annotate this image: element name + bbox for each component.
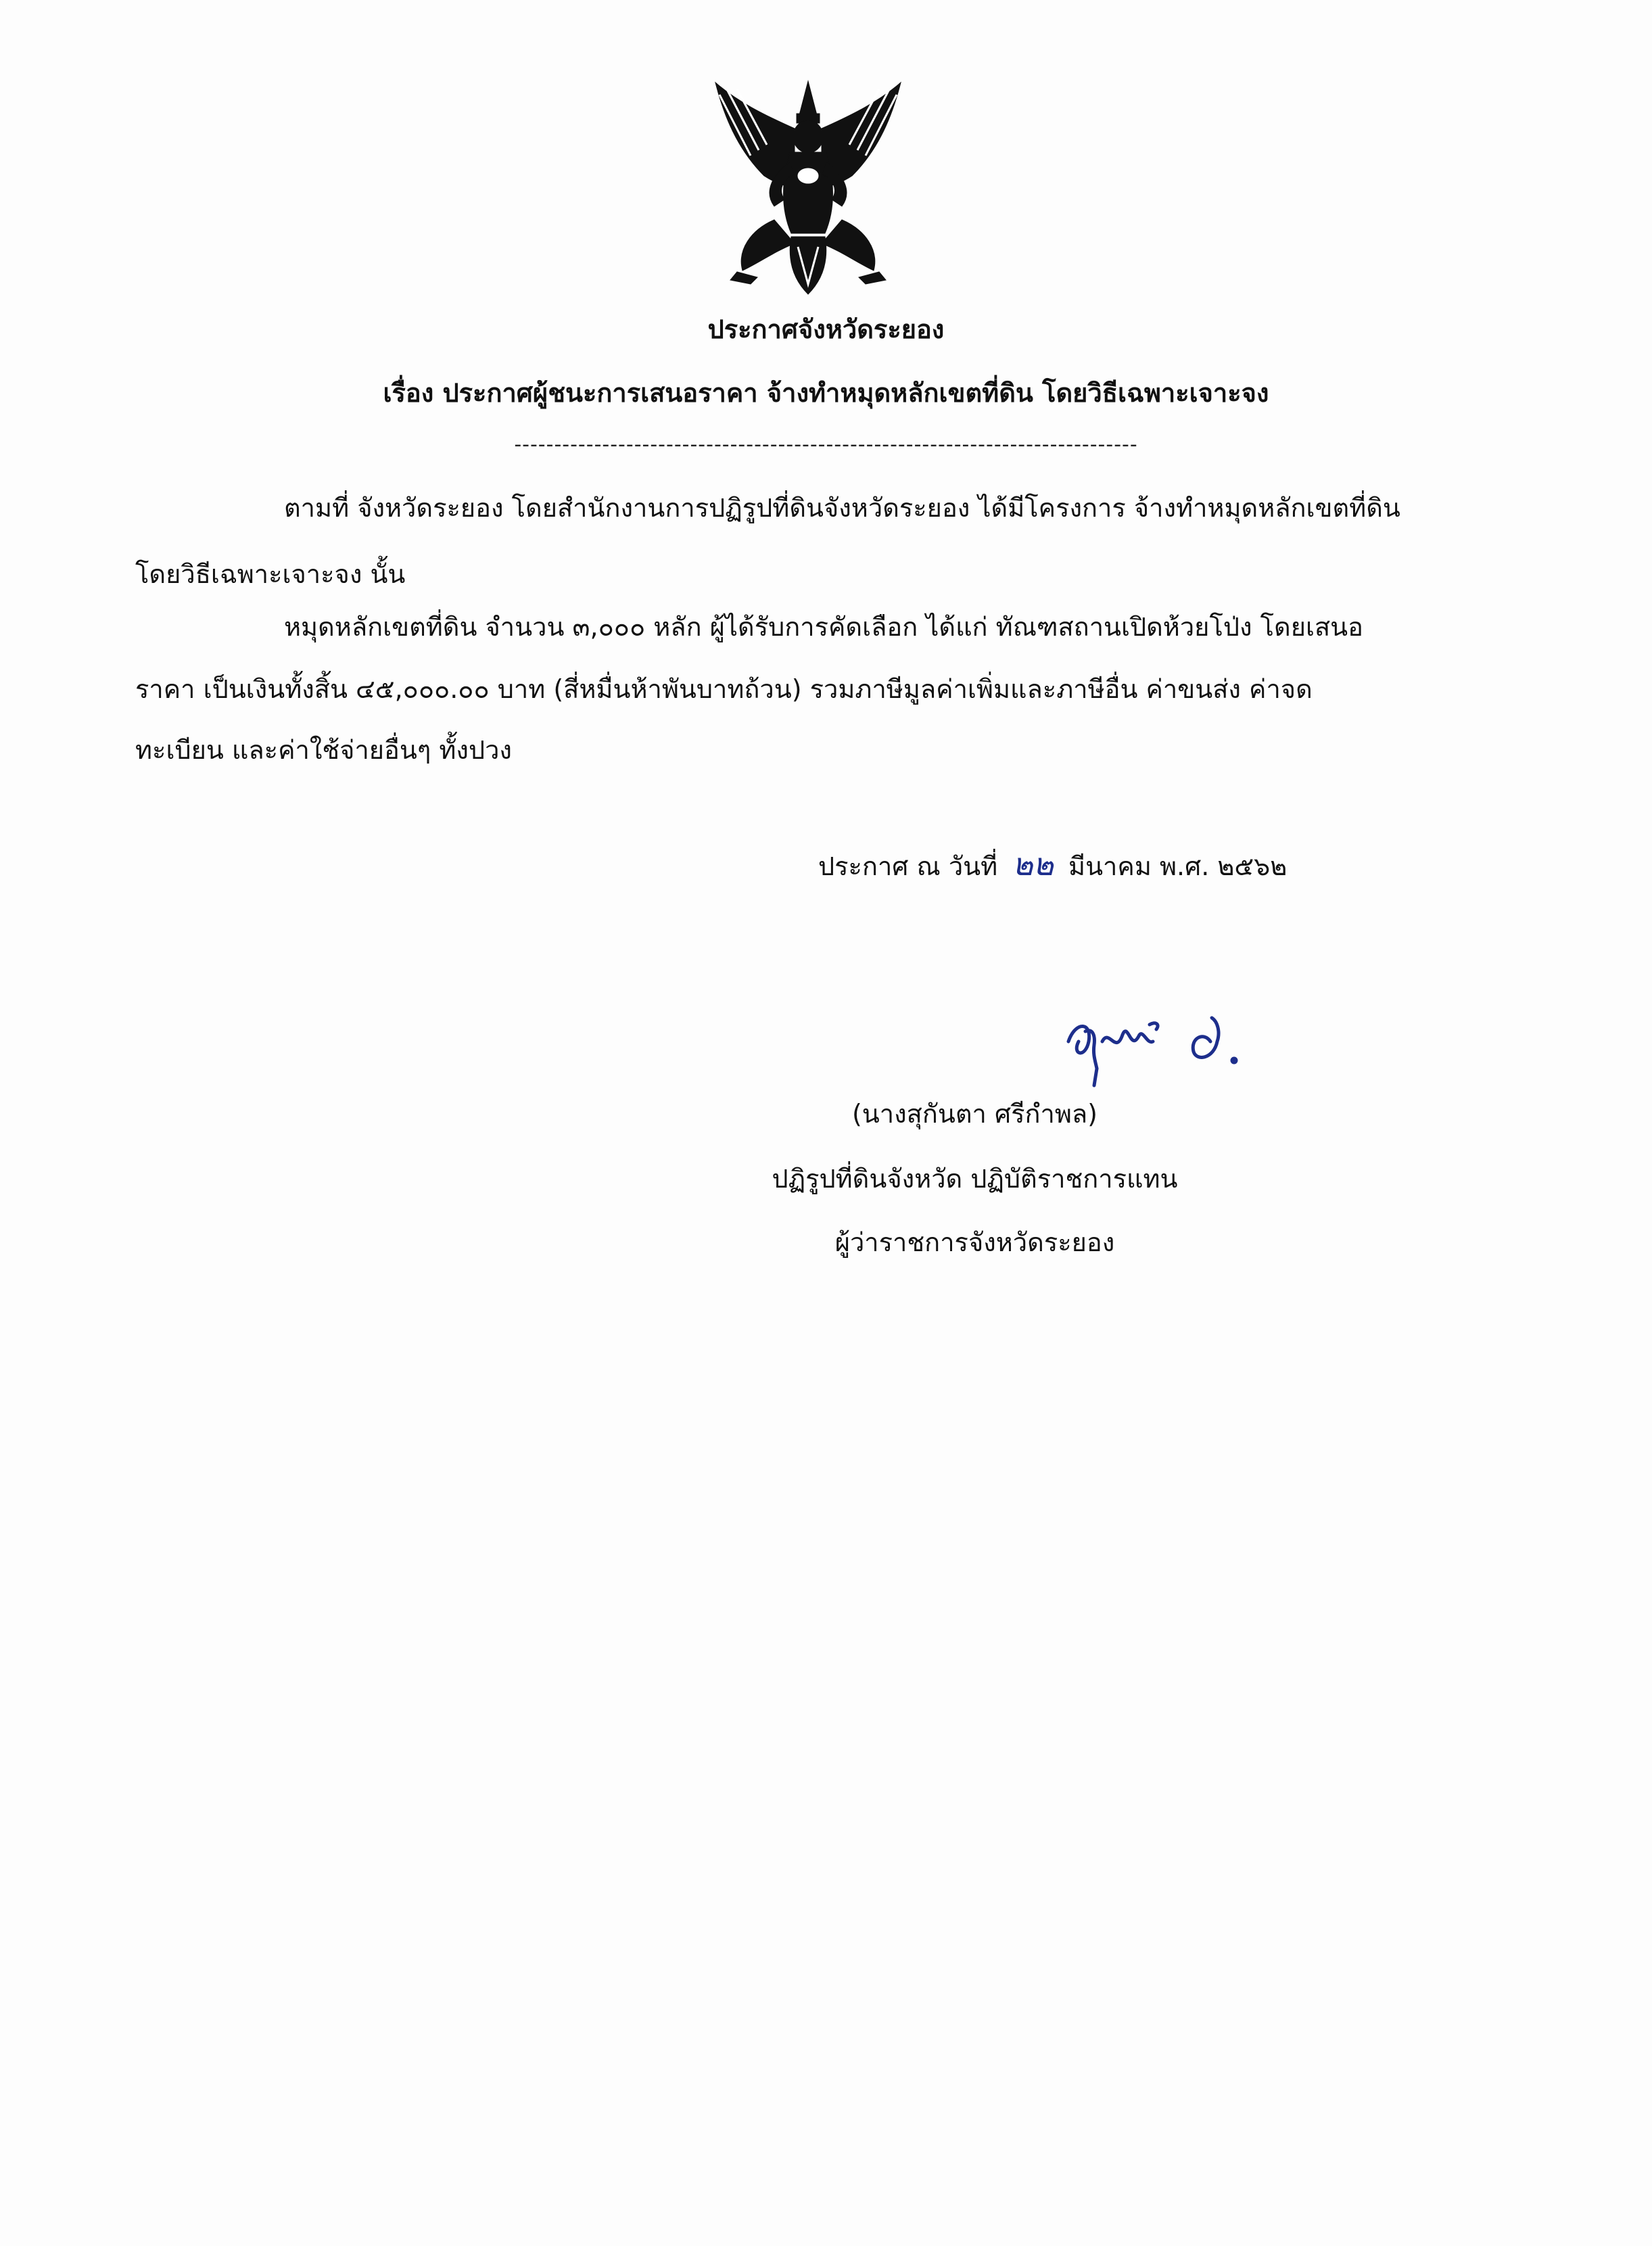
handwritten-signature <box>1055 994 1278 1089</box>
document-title: ประกาศจังหวัดระยอง <box>707 314 945 344</box>
paragraph2-line2: ราคา เป็นเงินทั้งสิ้น ๔๕,๐๐๐.๐๐ บาท (สี่หมื่นห้าพันบาทถ้วน) รวมภาษีมูลค่าเพิ่มและภาษีอื่น ค่าขนส่ง ค่าจด <box>135 674 1313 704</box>
date-day-handwritten: ๒๒ <box>1012 846 1054 883</box>
paragraph2-line3: ทะเบียน และค่าใช้จ่ายอื่นๆ ทั้งปวง <box>135 735 512 765</box>
signatory-name: (นางสุกันตา ศรีกำพล) <box>851 1099 1098 1129</box>
date-prefix: ประกาศ ณ วันที่ <box>818 851 998 881</box>
date-month-year: มีนาคม พ.ศ. ๒๕๖๒ <box>1068 851 1288 881</box>
document-subject: เรื่อง ประกาศผู้ชนะการเสนอราคา จ้างทำหมุดหลักเขตที่ดิน โดยวิธีเฉพาะเจาะจง <box>383 378 1269 408</box>
signatory-governor: ผู้ว่าราชการจังหวัดระยอง <box>834 1227 1115 1257</box>
signatory-position: ปฏิรูปที่ดินจังหวัด ปฏิบัติราชการแทน <box>772 1164 1178 1194</box>
paragraph2-line1: หมุดหลักเขตที่ดิน จำนวน ๓,๐๐๐ หลัก ผู้ได้รับการคัดเลือก ได้แก่ ทัณฑสถานเปิดห้วยโป่ง โดยเสนอ <box>284 612 1363 642</box>
paragraph1-line2: โดยวิธีเฉพาะเจาะจง นั้น <box>135 559 406 589</box>
paragraph1-line1: ตามที่ จังหวัดระยอง โดยสำนักงานการปฏิรูปที่ดินจังหวัดระยอง ได้มีโครงการ จ้างทำหมุดหลักเขตที่ดิน <box>284 493 1400 523</box>
garuda-emblem-icon <box>710 74 906 298</box>
separator-line: ------------------------------------------------------------------------------ <box>514 433 1138 457</box>
announcement-date <box>818 840 1287 889</box>
